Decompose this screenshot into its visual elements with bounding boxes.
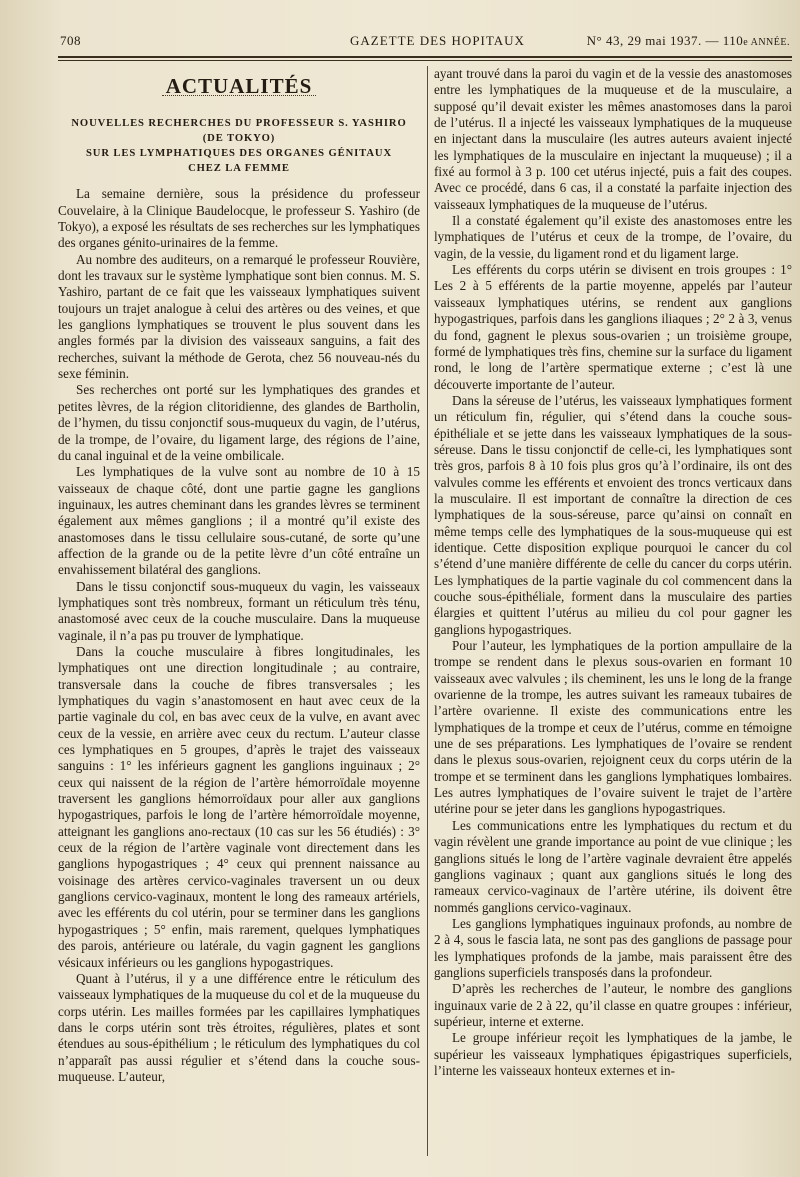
section-title-wrap (58, 74, 420, 98)
issue-year: e ANNÉE. (743, 37, 790, 48)
article-heading-line: CHEZ LA FEMME (188, 163, 290, 175)
paragraph: Pour l’auteur, les lymphatiques de la portion ampullaire de la trompe se rendent dans le plexus sous-ovarien en formant 10 vaisseaux avec valvules ; ils cheminent, les uns le long de la frange ovarienne de la trompe, les autres suivant les rameaux tubaires de l’artère ovarienne. Il existe des communications entre les lymphatiques de la trompe et ceux de l’utérus, comme en témoigne une de ses préparations. Les lymphatiques de l’ovaire se rendent dans le plexus sous-ovarien, rejoignent ceux du corps utérin de la trompe et se terminent dans les ganglions lymphatiques lombaires. Les autres lymphatiques de l’ovaire suivent le trajet de l’artère utérine pour se jeter dans les ganglions hypogastriques. (434, 638, 792, 817)
page-number: 708 (60, 33, 81, 48)
paragraph: Dans la couche musculaire à fibres longitudinales, les lymphatiques ont une direction longitudinale ; au contraire, transversale dans la couche de fibres transversales ; les lymphatiques du vagin s’anastomosent en haut avec ceux de la partie vaginale du col, en bas avec ceux de la vulve, en avant avec ceux de la vessie, en arrière avec ceux du rectum. L’auteur classe ces lymphatiques en 5 groupes, d’après le trajet des vaisseaux sanguins : 1° les inférieurs gagnent les ganglions inguinaux ; 2° ceux qui naissent de la région de l’artère hémorroïdale moyenne traversent les ganglions hémorroïdaux pour aller aux ganglions hypogastriques, parfois le long de l’artère hémorroïdale moyenne, atteignant les ganglions ano-rectaux (10 cas sur les 56 étudiés) : 3° ceux de la région de l’artère vaginale vont directement dans les ganglions hypogastriques ; 4° ceux qui prennent naissance au voisinage des artères cervico-vaginales traversent un ou deux ganglions cervico-vaginaux, montent le long des rameaux artériels, avec les efférents du col utérin, pour se terminer dans les ganglions hypogastriques ; 5° enfin, mais rarement, quelques lymphatiques des parois, antérieure ou latérale, du vagin gagnent les ganglions vésicaux inférieurs ou les ganglions hypogastriques. (58, 643, 420, 970)
paragraph: D’après les recherches de l’auteur, le nombre des ganglions inguinaux varie de 2 à 22, qu’il classe en quatre groupes : inférieur, supérieur, interne et externe. (434, 981, 792, 1029)
paragraph: Quant à l’utérus, il y a une différence entre le réticulum des vaisseaux lymphatiques de la muqueuse du col et de la muqueuse du corps utérin. Les mailles formées par les capillaires lymphatiques dans le corps utérin sont très étroites, régulières, plates et sont étendues au sous-épithélium ; le réticulum des lymphatiques du col n’apparaît pas aussi régulier et s’étend dans la couche sous-muqueuse. L’auteur, (58, 970, 420, 1084)
paragraph: La semaine dernière, sous la présidence du professeur Couvelaire, à la Clinique Baudelocque, le professeur S. Yashiro (de Tokyo), a exposé les résultats de ses recherches sur les lymphatiques des organes génito-urinaires de la femme. (58, 186, 420, 251)
article-heading (58, 116, 420, 176)
issue-date: N° 43, 29 mai 1937. — 110 (586, 33, 744, 48)
section-title: ACTUALITÉS (162, 78, 317, 96)
article-heading-line: NOUVELLES RECHERCHES DU PROFESSEUR S. YASHIRO (71, 118, 407, 130)
paragraph: ayant trouvé dans la paroi du vagin et de la vessie des anastomoses entre les lymphatiques de la muqueuse et de la musculaire, a supposé qu’il devait exister les mêmes anastomoses dans la paroi de l’utérus. Il a injecté les vaisseaux lymphatiques de la muqueuse en injectant dans la musculaire (les autres auteurs avaient injecté les lymphatiques de la musculaire en injectant la muqueuse) ; il a fixé au formol à 3 p. 100 cet utérus injecté, puis a fait des coupes. Avec ce procédé, dans 6 cas, il a constaté la parfaite injection des vaisseaux lymphatiques de la muqueuse de l’utérus. (434, 66, 792, 212)
paragraph: Ses recherches ont porté sur les lymphatiques des grandes et petites lèvres, de la région clitoridienne, des glandes de Bartholin, de l’hymen, du tissu conjonctif sous-muqueux du vagin, de l’utérus, de la trompe, de l’ovaire, du ligament large, des régions de l’aine, du canal inguinal et de la veine ombilicale. (58, 382, 420, 463)
paragraph: Dans la séreuse de l’utérus, les vaisseaux lymphatiques forment un réticulum fin, régulier, qui s’étend dans la couche sous-épithéliale et se jette dans les vaisseaux lymphatiques de la sous-séreuse. Dans le tissu conjonctif de celle-ci, les lymphatiques sont très gros, parfois 8 à 10 fois plus gros qu’à l’ordinaire, ils ont des valvules comme les efférents et envoient des troncs verticaux dans la musculaire. Il est important de connaître la direction de ces lymphatiques de la sous-séreuse, parce qu’ainsi on connaît en même temps celle des lymphatiques de la sous-muqueuse qui est identique. Cette disposition explique pourquoi le cancer du col s’étend d’une manière différente de celle du cancer du corps utérin. Les lymphatiques de la partie vaginale du col commencent dans la couche sous-épithéliale, forment dans la musculaire des parties élargies et quittent l’utérus au milieu du col pour gagner les ganglions hypogastriques. (434, 392, 792, 637)
column-divider (427, 66, 428, 1156)
journal-title: GAZETTE DES HOPITAUX (350, 33, 525, 48)
paragraph: Le groupe inférieur reçoit les lymphatiques de la jambe, le supérieur les vaisseaux lymphatiques épigastriques superficiels, l’interne les vaisseaux honteux externes et in- (434, 1030, 792, 1078)
paragraph: Les communications entre les lymphatiques du rectum et du vagin révèlent une grande importance au point de vue clinique ; les ganglions situés le long de l’artère vaginale devraient être appelés ganglions vaginaux ; quant aux ganglions situés le long des rameaux cervico-vaginaux de l’artère utérine, ils doivent être nommés ganglions cervico-vaginaux. (434, 817, 792, 915)
paragraph: Au nombre des auditeurs, on a remarqué le professeur Rouvière, dont les travaux sur le système lymphatique sont bien connus. M. S. Yashiro, partant de ce fait que les vaisseaux lymphatiques suivent toujours un trajet analogue à celui des artères ou des veines, et que les ganglions lymphatiques se trouvent le plus souvent dans les angles formés par la division des vaisseaux sanguins, a fait des recherches, suivant la méthode de Gerota, chez 56 nouveau-nés du sexe féminin. (58, 251, 420, 382)
paragraph: Les ganglions lymphatiques inguinaux profonds, au nombre de 2 à 4, sous le fascia lata, ne sont pas des ganglions de passage pour les lymphatiques profonds de la jambe, mais paraissent être des ganglions superficiels transposés dans la profondeur. (434, 915, 792, 980)
paragraph: Les efférents du corps utérin se divisent en trois groupes : 1° Les 2 à 5 efférents de la partie moyenne, appelés par l’auteur vaisseaux lymphatiques utérins, se rendent aux ganglions hypogastriques, parfois dans les ganglions iliaques ; 2° 2 à 3, venus du fond, gagnent le plexus sous-ovarien ; un troisième groupe, formé de lymphatiques très fins, chemine sur la surface du ligament rond, le long de l’artère spermatique externe ; c’est là une découverte importante de l’auteur. (434, 262, 792, 392)
header-rule (58, 56, 792, 61)
paragraph: Les lymphatiques de la vulve sont au nombre de 10 à 15 vaisseaux de chaque côté, dont une partie gagne les ganglions inguinaux, les autres cheminant dans les grandes lèvres se terminent également aux mêmes ganglions ; il a montré qu’il existe des anastomoses dans le tissu cellulaire sous-cutané, de sorte qu’une affection de la grande ou de la petite lèvre d’un côté entraîne un envahissement bilatéral des ganglions. (58, 464, 420, 578)
paragraph: Il a constaté également qu’il existe des anastomoses entre les lymphatiques de l’utérus et ceux de la trompe, de l’ovaire, du vagin, de la vessie, du ligament rond et du ligament large. (434, 213, 792, 261)
right-column (434, 66, 792, 1079)
issue-info (587, 33, 790, 49)
article-heading-line: SUR LES LYMPHATIQUES DES ORGANES GÉNITAUX (85, 148, 393, 160)
article-heading-line: (DE TOKYO) (202, 133, 276, 145)
page-header (60, 30, 790, 52)
left-column (58, 74, 420, 1085)
paragraph: Dans le tissu conjonctif sous-muqueux du vagin, les vaisseaux lymphatiques sont très nombreux, formant un réticulum très ténu, anastomosé avec ceux de la couche musculaire. Dans la muqueuse vaginale, il n’a pas pu trouver de lymphatique. (58, 578, 420, 643)
